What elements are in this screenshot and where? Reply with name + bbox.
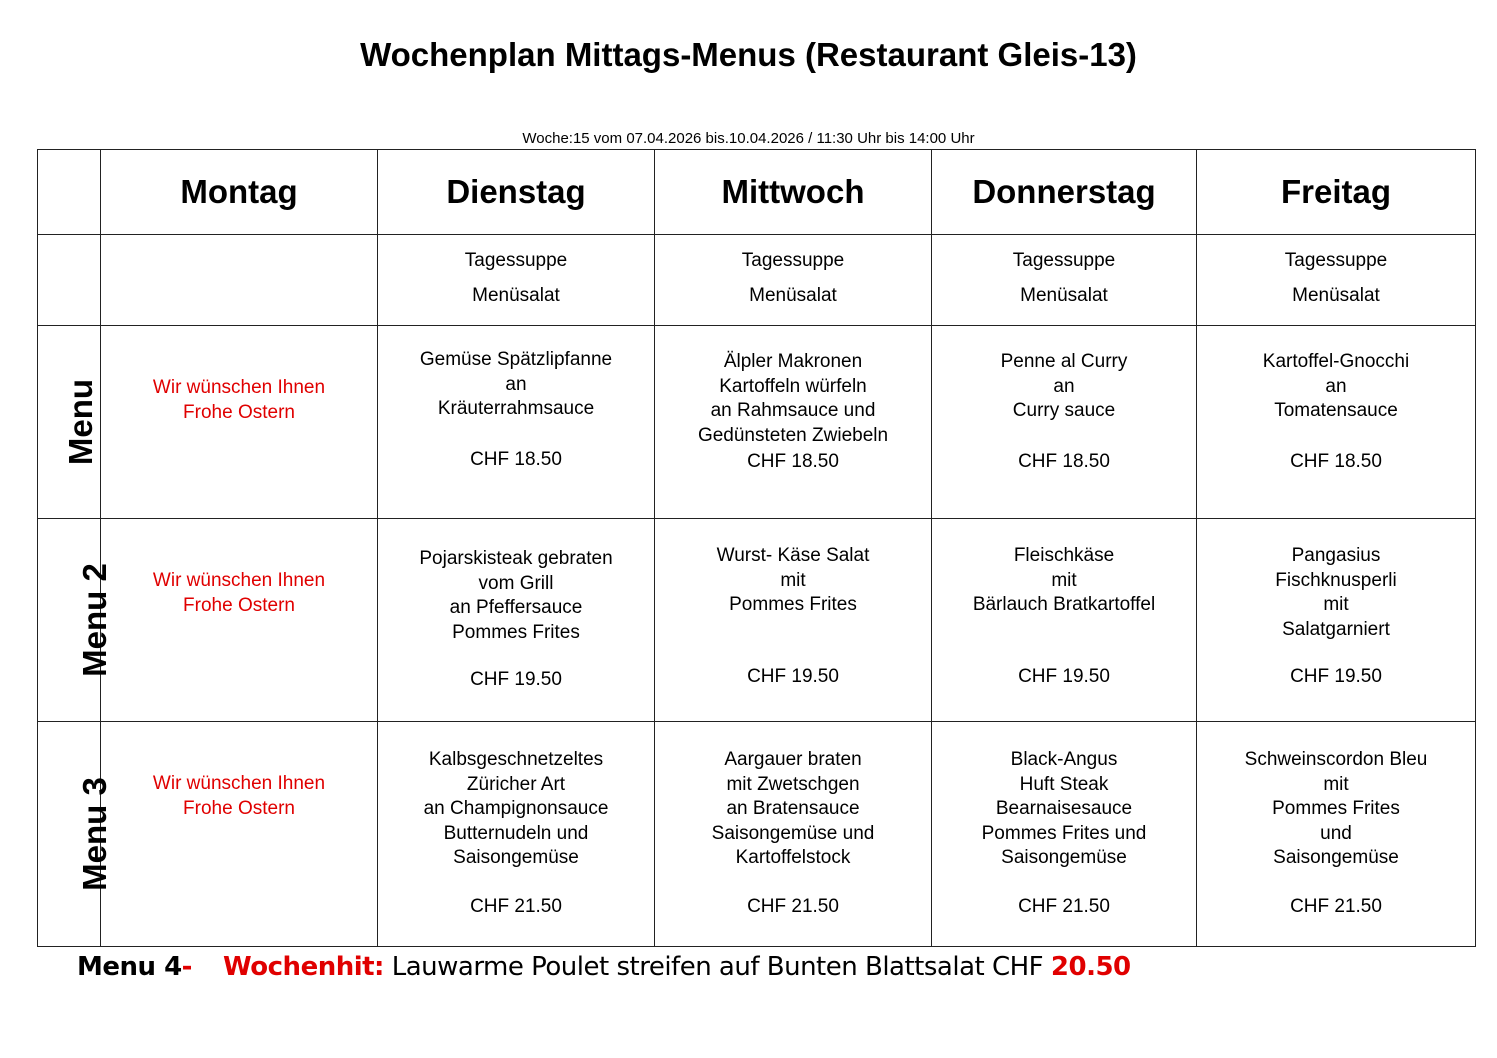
dish-text xyxy=(655,722,931,896)
dish-line: Pojarskisteak gebraten xyxy=(419,548,613,569)
soup-row xyxy=(38,235,1476,326)
weekly-hit-text: Lauwarme Poulet streifen auf Bunten Blattsalat CHF xyxy=(391,952,1044,982)
dish-line: Kartoffel-Gnocchi xyxy=(1262,351,1410,372)
menu2-montag xyxy=(101,519,378,722)
dish-line: Älpler Makronen xyxy=(723,351,863,372)
dish-line: Kartoffelstock xyxy=(735,847,851,868)
menu3-donnerstag xyxy=(932,722,1197,947)
dish-text xyxy=(655,326,931,448)
dish-line: Saisongemüse xyxy=(453,847,579,868)
soup-cell-dienstag xyxy=(378,235,655,326)
menu1-label-cell xyxy=(38,326,101,519)
price: CHF 21.50 xyxy=(470,896,562,917)
menu3-dienstag xyxy=(378,722,655,947)
dish-line: an xyxy=(505,373,527,395)
dish-line: Pommes Frites und xyxy=(981,822,1147,844)
dish-text xyxy=(1197,722,1475,896)
day-header-dienstag: Dienstag xyxy=(378,150,655,235)
page-title: Wochenplan Mittags-Menus (Restaurant Gleis-13) xyxy=(360,36,1137,73)
price: CHF 18.50 xyxy=(1290,451,1382,472)
menu2-freitag xyxy=(1197,519,1476,722)
dish-line: Bärlauch Bratkartoffel xyxy=(972,594,1156,615)
menu3-label: Menu 3 xyxy=(75,777,113,891)
day-header-freitag: Freitag xyxy=(1197,150,1476,235)
menu2-donnerstag xyxy=(932,519,1197,722)
week-info: Woche:15 vom 07.04.2026 bis.10.04.2026 / 11:30 Uhr bis 14:00 Uhr xyxy=(522,130,975,147)
salad-line: Menüsalat xyxy=(1292,285,1380,306)
soup-line: Tagessuppe xyxy=(1284,250,1388,271)
menu2-label: Menu 2 xyxy=(75,563,113,677)
dish-line: Pangasius xyxy=(1291,545,1381,566)
dish-line: an Pfeffersauce xyxy=(449,597,583,618)
dish-line: Pommes Frites xyxy=(1272,798,1400,819)
dish-line: Butternudeln und xyxy=(443,822,589,844)
dish-line: an xyxy=(1325,375,1347,397)
corner-cell xyxy=(38,150,101,235)
easter-line: Frohe Ostern xyxy=(183,594,295,616)
easter-line: Wir wünschen Ihnen xyxy=(152,570,326,591)
price: CHF 21.50 xyxy=(1018,896,1110,917)
menu1-donnerstag xyxy=(932,326,1197,519)
dish-text xyxy=(655,519,931,666)
menu1-row xyxy=(38,326,1476,519)
dish-line: an xyxy=(1053,375,1075,397)
dish-line: Saisongemüse und xyxy=(711,822,875,844)
dish-line: an Bratensauce xyxy=(726,798,860,819)
menu1-montag xyxy=(101,326,378,519)
menu1-dienstag xyxy=(378,326,655,519)
dish-text xyxy=(932,722,1196,896)
dish-line: Black-Angus xyxy=(1010,749,1118,770)
dish-line: Wurst- Käse Salat xyxy=(716,545,870,566)
menu3-montag xyxy=(101,722,378,947)
menu2-row xyxy=(38,519,1476,722)
soup-cell-montag xyxy=(101,235,378,326)
dish-line: Schweinscordon Bleu xyxy=(1244,749,1428,770)
easter-greeting xyxy=(101,722,377,821)
weekly-hit-label: Wochenhit: xyxy=(223,952,384,982)
dish-line: Kräuterrahmsauce xyxy=(437,398,595,419)
dish-line: Pommes Frites xyxy=(729,594,857,615)
menu3-label-cell xyxy=(38,722,113,947)
menu3-row xyxy=(38,722,1476,947)
dish-line: Gedünsteten Zwiebeln xyxy=(697,424,889,446)
dish-line: Fischknusperli xyxy=(1275,569,1397,591)
header-row xyxy=(38,150,1476,235)
day-header-mittwoch: Mittwoch xyxy=(655,150,932,235)
easter-line: Wir wünschen Ihnen xyxy=(152,773,326,794)
dish-text xyxy=(378,326,654,446)
weekly-hit-footer xyxy=(77,952,1131,982)
price: CHF 19.50 xyxy=(747,666,839,687)
price: CHF 21.50 xyxy=(747,896,839,917)
dish-line: mit Zwetschgen xyxy=(726,773,860,795)
price: CHF 19.50 xyxy=(1018,666,1110,687)
soup-cell-mittwoch xyxy=(655,235,932,326)
soup-line: Tagessuppe xyxy=(741,250,845,271)
soup-cell-freitag xyxy=(1197,235,1476,326)
menu2-mittwoch xyxy=(655,519,932,722)
menu3-mittwoch xyxy=(655,722,932,947)
menu4-label: Menu 4 xyxy=(77,952,182,982)
price: CHF 21.50 xyxy=(1290,896,1382,917)
day-header-donnerstag: Donnerstag xyxy=(932,150,1197,235)
easter-line: Frohe Ostern xyxy=(183,797,295,819)
menu1-mittwoch xyxy=(655,326,932,519)
dish-line: Saisongemüse xyxy=(1273,847,1399,868)
dish-line: Pommes Frites xyxy=(452,621,580,643)
dish-line: Saisongemüse xyxy=(1001,847,1127,868)
menu-plan-table xyxy=(37,149,1476,947)
dish-line: Aargauer braten xyxy=(724,749,862,770)
dish-line: Penne al Curry xyxy=(1000,351,1128,372)
dish-line: mit xyxy=(1323,594,1349,615)
salad-line: Menüsalat xyxy=(472,285,560,306)
menu4-dash: - xyxy=(181,952,192,982)
dish-line: Kartoffeln würfeln xyxy=(719,375,867,397)
salad-line: Menüsalat xyxy=(749,285,837,306)
dish-line: Gemüse Spätzlipfanne xyxy=(419,349,613,370)
easter-line: Wir wünschen Ihnen xyxy=(152,377,326,398)
dish-line: mit xyxy=(1323,773,1349,795)
weekly-hit-price: 20.50 xyxy=(1050,952,1131,982)
easter-greeting xyxy=(101,326,377,425)
dish-line: an Champignonsauce xyxy=(423,798,609,819)
price: CHF 19.50 xyxy=(470,669,562,690)
dish-line: Kalbsgeschnetzeltes xyxy=(428,749,604,770)
dish-line: Salatgarniert xyxy=(1282,618,1390,640)
day-header-montag: Montag xyxy=(101,150,378,235)
menu1-freitag xyxy=(1197,326,1476,519)
menu3-freitag xyxy=(1197,722,1476,947)
easter-greeting xyxy=(101,519,377,618)
dish-text xyxy=(378,519,654,669)
price: CHF 18.50 xyxy=(470,449,562,470)
soup-line: Tagessuppe xyxy=(464,250,568,271)
easter-line: Frohe Ostern xyxy=(183,401,295,423)
dish-line: Bearnaisesauce xyxy=(995,798,1133,819)
price: CHF 18.50 xyxy=(747,451,839,472)
dish-text xyxy=(378,722,654,896)
dish-text xyxy=(1197,326,1475,448)
dish-line: Huft Steak xyxy=(1019,773,1109,795)
soup-label-cell xyxy=(38,235,101,326)
dish-text xyxy=(932,519,1196,666)
menu1-label: Menu xyxy=(62,378,100,466)
soup-cell-donnerstag xyxy=(932,235,1197,326)
dish-line: Curry sauce xyxy=(1012,400,1116,421)
dish-line: Tomatensauce xyxy=(1274,400,1398,421)
dish-line: mit xyxy=(780,569,806,591)
dish-line: Fleischkäse xyxy=(1013,545,1115,566)
dish-line: und xyxy=(1320,822,1352,844)
menu2-label-cell xyxy=(38,519,113,722)
dish-text xyxy=(932,326,1196,448)
menu2-dienstag xyxy=(378,519,655,722)
dish-line: mit xyxy=(1051,569,1077,591)
price: CHF 19.50 xyxy=(1290,666,1382,687)
dish-line: vom Grill xyxy=(478,572,554,594)
salad-line: Menüsalat xyxy=(1020,285,1108,306)
soup-line: Tagessuppe xyxy=(1012,250,1116,271)
price: CHF 18.50 xyxy=(1018,451,1110,472)
dish-line: Züricher Art xyxy=(466,773,566,795)
dish-line: an Rahmsauce und xyxy=(710,400,876,421)
dish-text xyxy=(1197,519,1475,666)
